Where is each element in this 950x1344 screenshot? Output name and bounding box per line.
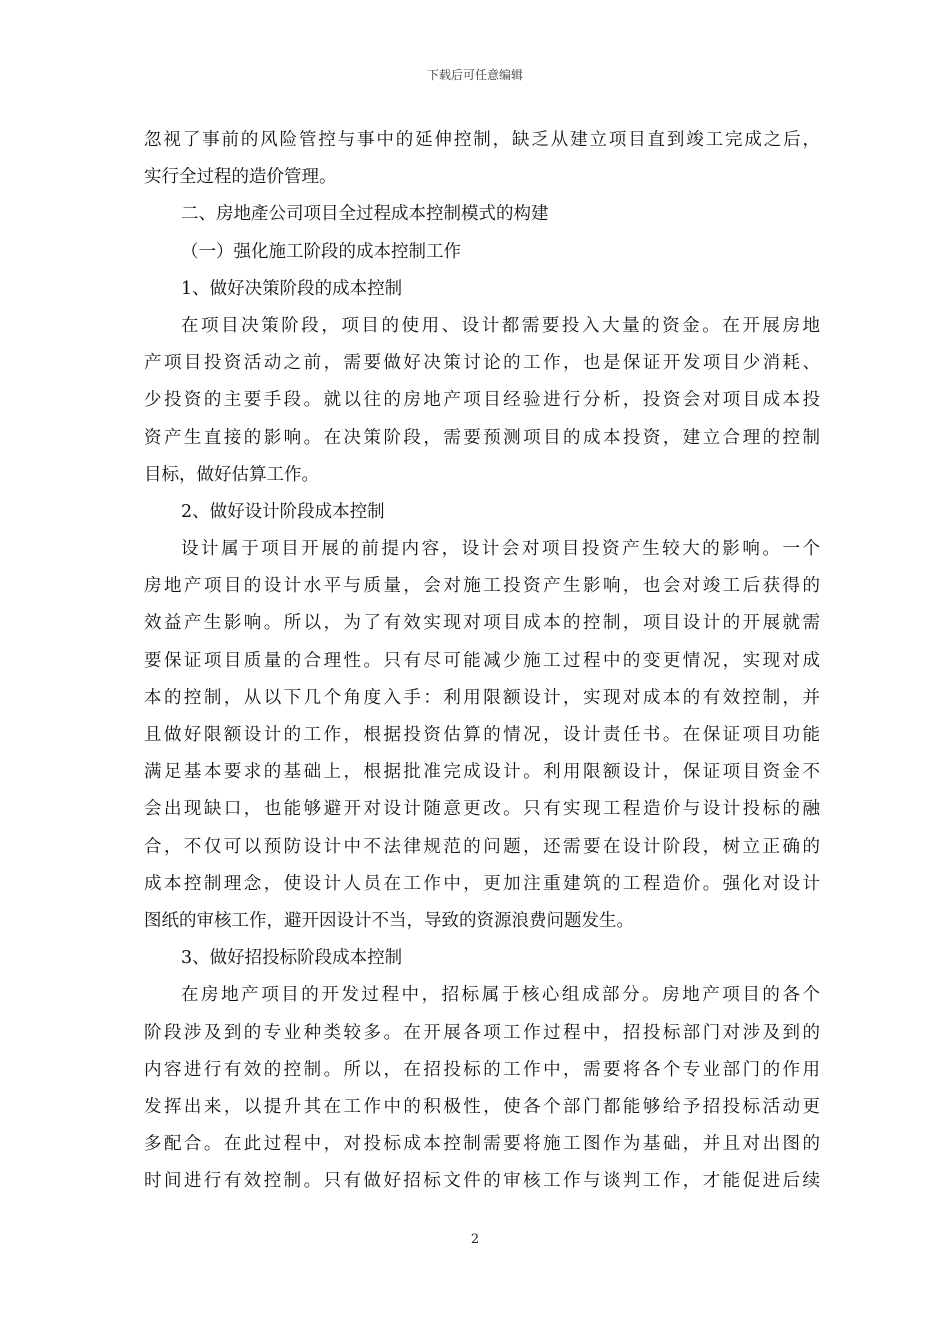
text-line: 成本控制理念，使设计人员在工作中，更加注重建筑的工程造价。强化对设计 xyxy=(144,873,820,894)
subsection-heading xyxy=(144,234,820,271)
item-heading xyxy=(144,940,820,977)
text-line: 资产生直接的影响。在决策阶段，需要预测项目的成本投资，建立合理的控制 xyxy=(144,427,820,448)
heading-text: 二、房地產公司项目全过程成本控制模式的构建 xyxy=(181,204,549,225)
heading-text: 2、做好设计阶段成本控制 xyxy=(181,501,385,522)
text-line: 阶段涉及到的专业种类较多。在开展各项工作过程中，招投标部门对涉及到的 xyxy=(144,1022,820,1043)
paragraph-design-stage xyxy=(144,531,820,940)
page-number: 2 xyxy=(470,1232,480,1247)
text-line: 实行全过程的造价管理。 xyxy=(144,167,337,188)
text-line: 会出现缺口，也能够避开对设计随意更改。只有实现工程造价与设计投标的融 xyxy=(144,799,820,820)
text-line: 合，不仅可以预防设计中不法律规范的问题，还需要在设计阶段，树立正确的 xyxy=(144,836,820,857)
paragraph-bidding-stage xyxy=(144,977,820,1200)
document-body xyxy=(144,122,820,1200)
text-line: 要保证项目质量的合理性。只有尽可能减少施工过程中的变更情况，实现对成 xyxy=(144,650,820,671)
text-line: 房地产项目的设计水平与质量，会对施工投资产生影响，也会对竣工后获得的 xyxy=(144,576,820,597)
heading-text: 3、做好招投标阶段成本控制 xyxy=(181,948,403,969)
text-line: 少投资的主要手段。就以往的房地产项目经验进行分析，投资会对项目成本投 xyxy=(144,390,820,411)
paragraph-decision-stage xyxy=(144,308,820,494)
text-line: 设计属于项目开展的前提内容，设计会对项目投资产生较大的影响。一个 xyxy=(181,539,820,560)
text-line: 发挥出来，以提升其在工作中的积极性，使各个部门都能够给予招投标活动更 xyxy=(144,1096,820,1117)
text-line: 时间进行有效控制。只有做好招标文件的审核工作与谈判工作，才能促进后续 xyxy=(144,1171,820,1192)
heading-text: （一）强化施工阶段的成本控制工作 xyxy=(181,241,461,262)
section-heading xyxy=(144,196,820,233)
item-heading xyxy=(144,271,820,308)
text-line: 在房地产项目的开发过程中，招标属于核心组成部分。房地产项目的各个 xyxy=(181,985,820,1006)
text-line: 且做好限额设计的工作，根据投资估算的情况，设计责任书。在保证项目功能 xyxy=(144,725,820,745)
text-line: 效益产生影响。所以，为了有效实现对项目成本的控制，项目设计的开展就需 xyxy=(144,613,820,634)
page-header: 下载后可任意编辑 xyxy=(426,68,523,82)
text-line: 目标，做好估算工作。 xyxy=(144,464,319,485)
text-line: 图纸的审核工作，避开因设计不当，导致的资源浪费问题发生。 xyxy=(144,910,634,931)
text-line: 本的控制，从以下几个角度入手：利用限额设计，实现对成本的有效控制，并 xyxy=(144,687,820,708)
text-line: 内容进行有效的控制。所以，在招投标的工作中，需要将各个专业部门的作用 xyxy=(144,1059,820,1080)
text-line: 产项目投资活动之前，需要做好决策讨论的工作，也是保证开发项目少消耗、 xyxy=(144,353,820,374)
paragraph-continuation xyxy=(144,122,820,196)
text-line: 忽视了事前的风险管控与事中的延伸控制，缺乏从建立项目直到竣工完成之后， xyxy=(144,130,820,150)
text-line: 在项目决策阶段，项目的使用、设计都需要投入大量的资金。在开展房地 xyxy=(181,315,820,336)
text-line: 多配合。在此过程中，对投标成本控制需要将施工图作为基础，并且对出图的 xyxy=(144,1134,820,1155)
heading-text: 1、做好决策阶段的成本控制 xyxy=(181,278,403,299)
item-heading xyxy=(144,494,820,531)
text-line: 满足基本要求的基础上，根据批准完成设计。利用限额设计，保证项目资金不 xyxy=(144,762,820,783)
